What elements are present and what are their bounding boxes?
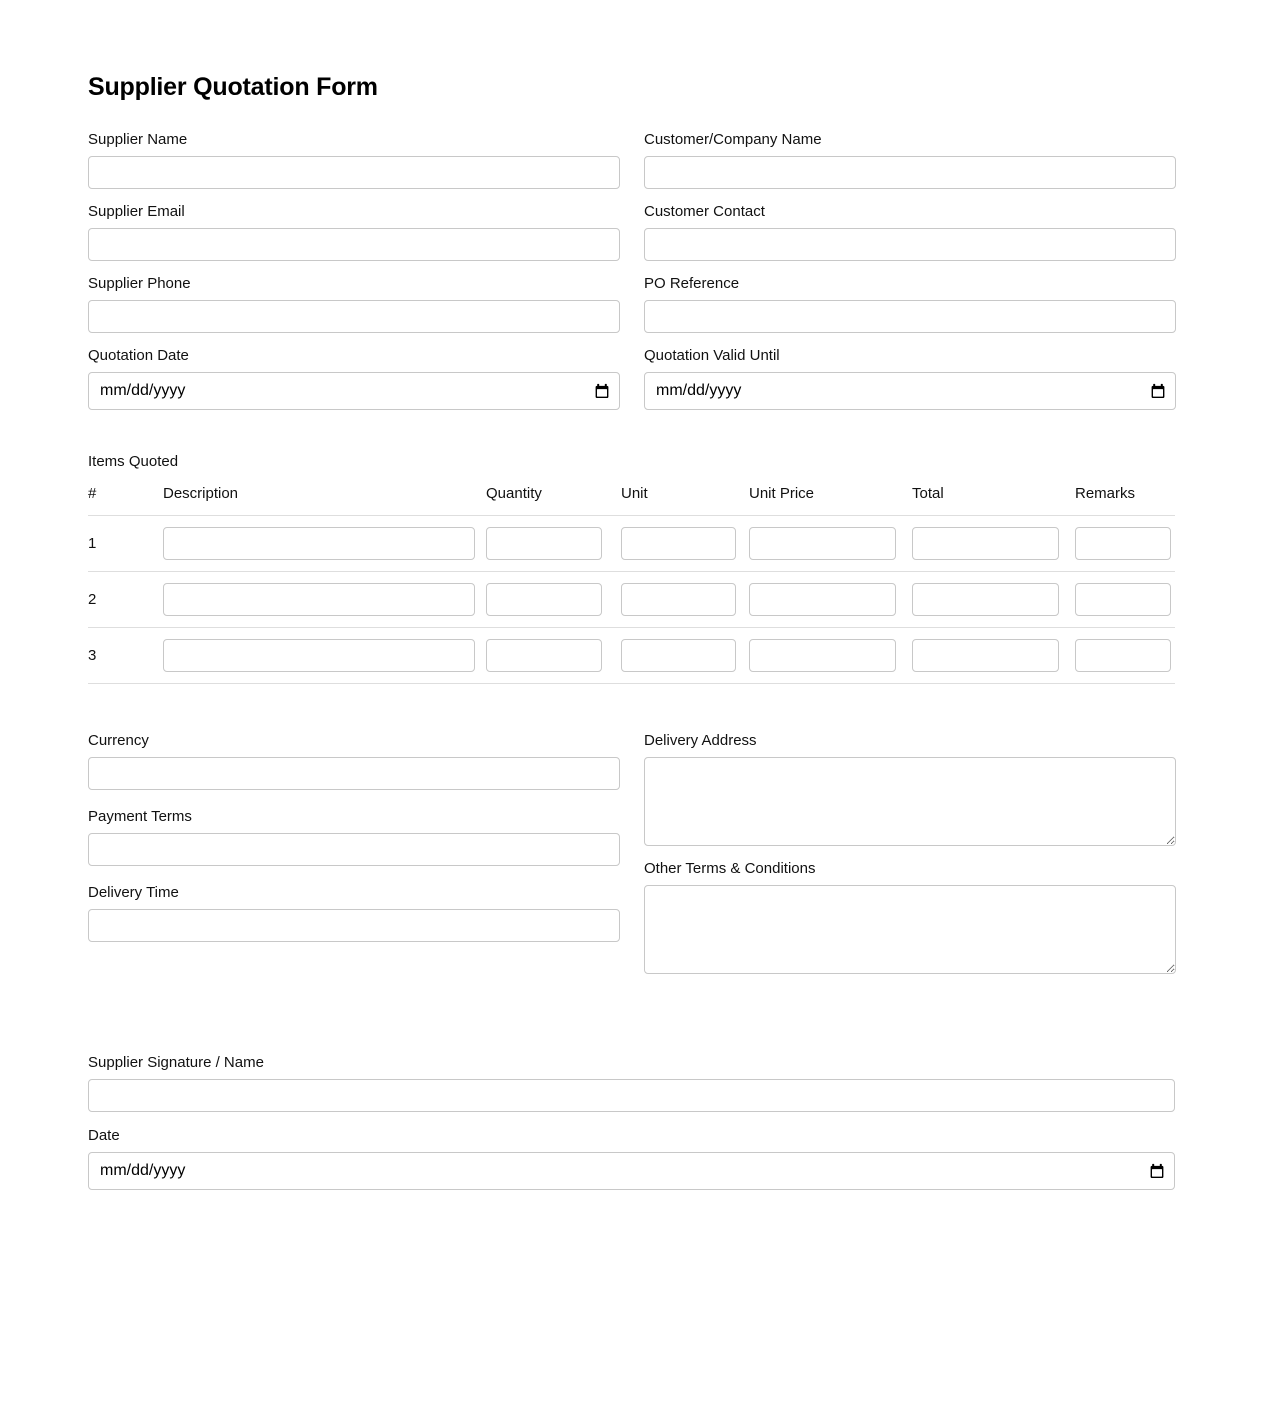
items-quoted-caption: Items Quoted — [88, 453, 179, 470]
label-payment-terms: Payment Terms — [88, 808, 192, 825]
label-delivery-address: Delivery Address — [644, 732, 757, 749]
label-supplier-name: Supplier Name — [88, 131, 188, 148]
cell-total — [912, 572, 1075, 628]
label-customer-company-name: Customer/Company Name — [644, 131, 822, 148]
delivery-time-input[interactable] — [88, 909, 620, 942]
supplier-phone-input[interactable] — [88, 300, 620, 333]
col-header-remarks: Remarks — [1075, 485, 1136, 502]
label-quotation-valid-until: Quotation Valid Until — [644, 347, 780, 364]
field-quotation-valid-until — [644, 346, 1176, 410]
items-table-body — [88, 516, 1175, 684]
cell-quantity — [486, 516, 621, 572]
col-header-total: Total — [912, 485, 944, 502]
signoff-section — [88, 1053, 1175, 1190]
terms-grid — [88, 731, 1175, 987]
item-remarks-input-2[interactable] — [1075, 583, 1171, 616]
table-row — [88, 628, 1175, 684]
label-supplier-phone: Supplier Phone — [88, 275, 191, 292]
field-supplier-phone — [88, 274, 620, 333]
items-quoted-section — [88, 452, 1175, 684]
customer-company-name-input[interactable] — [644, 156, 1176, 189]
cell-remarks — [1075, 572, 1175, 628]
item-total-input-1[interactable] — [912, 527, 1059, 560]
col-header-description: Description — [163, 485, 239, 502]
delivery-and-conditions-column — [644, 731, 1176, 987]
items-table-head — [88, 485, 1175, 516]
cell-unit — [621, 572, 749, 628]
row-number: 3 — [88, 647, 97, 664]
item-unit-price-input-3[interactable] — [749, 639, 896, 672]
cell-quantity — [486, 572, 621, 628]
currency-input[interactable] — [88, 757, 620, 790]
quotation-valid-until-input[interactable] — [644, 372, 1176, 410]
supplier-name-input[interactable] — [88, 156, 620, 189]
quotation-date-control — [88, 372, 620, 410]
item-quantity-input-1[interactable] — [486, 527, 602, 560]
field-po-reference — [644, 274, 1176, 333]
label-supplier-signature: Supplier Signature / Name — [88, 1054, 264, 1071]
supplier-details-column — [88, 130, 620, 410]
table-header-row — [88, 485, 1175, 516]
field-supplier-name — [88, 130, 620, 189]
table-row — [88, 572, 1175, 628]
label-customer-contact: Customer Contact — [644, 203, 765, 220]
label-quotation-date: Quotation Date — [88, 347, 189, 364]
cell-description — [163, 628, 486, 684]
quotation-date-input[interactable] — [88, 372, 620, 410]
commercial-terms-column — [88, 731, 620, 959]
cell-unit-price — [749, 516, 912, 572]
field-other-terms — [644, 859, 1176, 974]
col-header-unit: Unit — [621, 485, 648, 502]
cell-description — [163, 572, 486, 628]
table-row — [88, 516, 1175, 572]
field-quotation-date — [88, 346, 620, 410]
cell-total — [912, 628, 1075, 684]
col-header-unit-price: Unit Price — [749, 485, 815, 502]
item-quantity-input-2[interactable] — [486, 583, 602, 616]
col-header-quantity: Quantity — [486, 485, 542, 502]
label-delivery-time: Delivery Time — [88, 884, 179, 901]
cell-remarks — [1075, 628, 1175, 684]
cell-unit — [621, 628, 749, 684]
cell-unit-price — [749, 628, 912, 684]
contact-details-grid — [88, 130, 1175, 410]
delivery-address-textarea[interactable] — [644, 757, 1176, 846]
supplier-signature-input[interactable] — [88, 1079, 1175, 1112]
cell-total — [912, 516, 1075, 572]
signoff-date-control — [88, 1152, 1175, 1190]
label-currency: Currency — [88, 732, 149, 749]
row-number: 2 — [88, 591, 97, 608]
item-unit-input-1[interactable] — [621, 527, 736, 560]
cell-description — [163, 516, 486, 572]
field-customer-contact — [644, 202, 1176, 261]
cell-quantity — [486, 628, 621, 684]
label-supplier-email: Supplier Email — [88, 203, 185, 220]
field-payment-terms — [88, 807, 620, 866]
payment-terms-input[interactable] — [88, 833, 620, 866]
cell-unit-price — [749, 572, 912, 628]
item-description-input-2[interactable] — [163, 583, 475, 616]
item-unit-price-input-2[interactable] — [749, 583, 896, 616]
field-signoff-date — [88, 1126, 1175, 1190]
col-header-number: # — [88, 485, 97, 502]
label-po-reference: PO Reference — [644, 275, 740, 292]
field-customer-company-name — [644, 130, 1176, 189]
item-total-input-2[interactable] — [912, 583, 1059, 616]
cell-remarks — [1075, 516, 1175, 572]
items-table — [88, 485, 1175, 684]
label-signoff-date: Date — [88, 1127, 120, 1144]
item-quantity-input-3[interactable] — [486, 639, 602, 672]
field-delivery-address — [644, 731, 1176, 846]
row-number: 1 — [88, 535, 97, 552]
item-unit-input-3[interactable] — [621, 639, 736, 672]
quotation-valid-until-control — [644, 372, 1176, 410]
po-reference-input[interactable] — [644, 300, 1176, 333]
supplier-email-input[interactable] — [88, 228, 620, 261]
other-terms-textarea[interactable] — [644, 885, 1176, 974]
item-description-input-1[interactable] — [163, 527, 475, 560]
field-delivery-time — [88, 883, 620, 942]
item-description-input-3[interactable] — [163, 639, 475, 672]
label-other-terms: Other Terms & Conditions — [644, 860, 816, 877]
item-unit-input-2[interactable] — [621, 583, 736, 616]
field-supplier-signature — [88, 1053, 1175, 1112]
field-currency — [88, 731, 620, 790]
field-supplier-email — [88, 202, 620, 261]
item-total-input-3[interactable] — [912, 639, 1059, 672]
item-unit-price-input-1[interactable] — [749, 527, 896, 560]
customer-details-column — [644, 130, 1176, 410]
customer-contact-input[interactable] — [644, 228, 1176, 261]
page-title: Supplier Quotation Form — [88, 73, 378, 101]
item-remarks-input-1[interactable] — [1075, 527, 1171, 560]
signoff-date-input[interactable] — [88, 1152, 1175, 1190]
item-remarks-input-3[interactable] — [1075, 639, 1171, 672]
cell-unit — [621, 516, 749, 572]
